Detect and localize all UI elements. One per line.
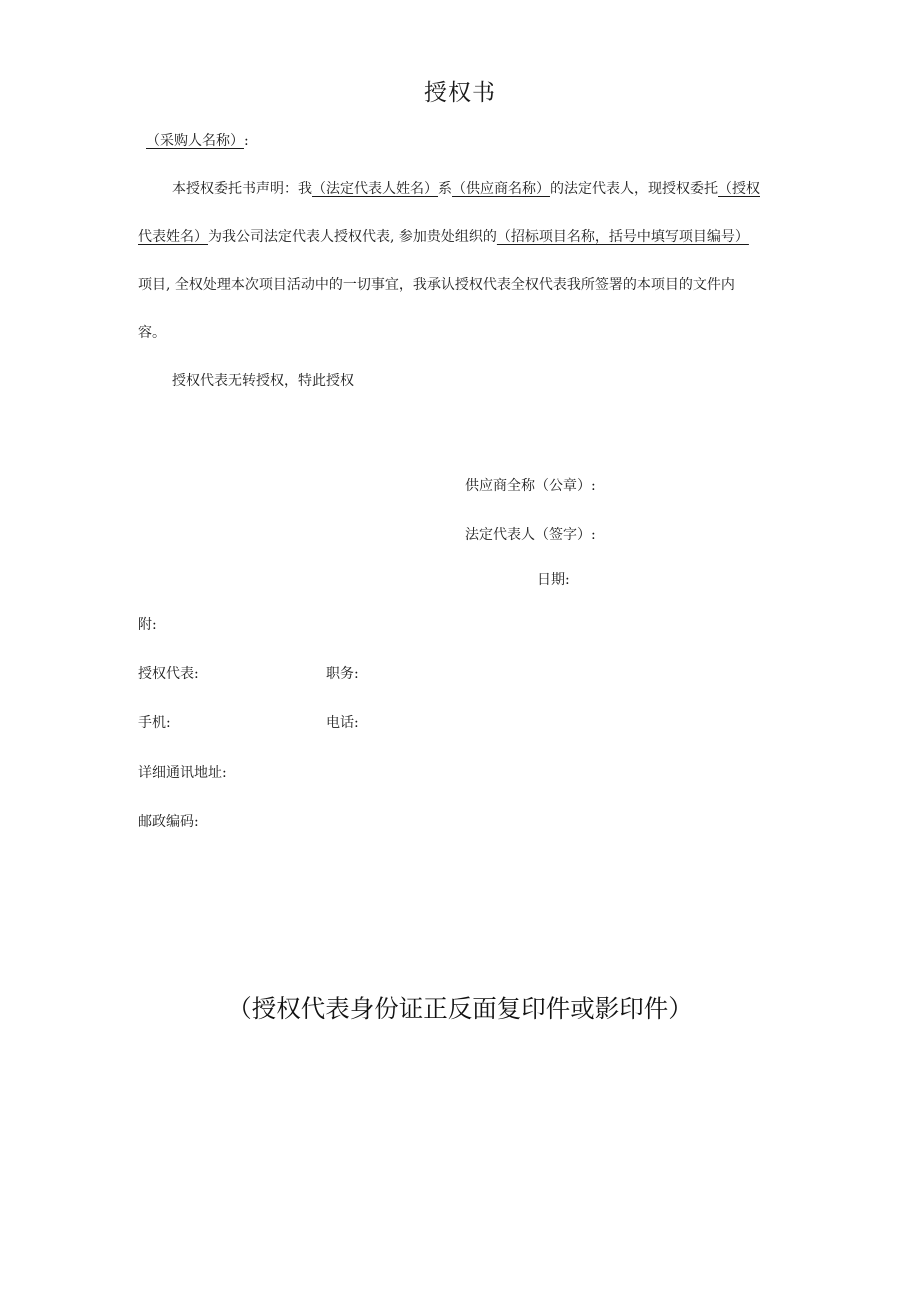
position-label: 职务: — [326, 666, 359, 682]
authorized-rep-placeholder-end: 代表姓名） — [138, 229, 208, 245]
p1-l1-text2: 系 — [438, 181, 452, 197]
postcode-label: 邮政编码: — [138, 814, 199, 830]
id-copy-note: （授权代表身份证正反面复印件或影印件） — [227, 994, 693, 1023]
paragraph1-line2 — [138, 227, 749, 247]
addressee-name: （采购人名称） — [146, 133, 244, 149]
paragraph1-line4: 容。 — [138, 325, 166, 341]
paragraph1-line3: 项目, 全权处理本次项目活动中的一切事宜，我承认授权代表全权代表我所签署的本项目的文件内 — [138, 277, 735, 293]
attachment-label: 附: — [138, 617, 157, 633]
addressee-suffix: : — [244, 133, 249, 149]
supplier-name-placeholder: （供应商名称） — [452, 181, 550, 197]
p1-l1-text1: 本授权委托书声明：我 — [172, 181, 312, 197]
p1-l1-text3: 的法定代表人，现授权委托 — [550, 181, 718, 197]
paragraph1-line1 — [172, 179, 760, 199]
addressee-line — [146, 131, 249, 151]
authorized-rep-placeholder-start: （授权 — [718, 181, 760, 197]
date-label: 日期: — [537, 572, 570, 588]
phone-label: 电话: — [326, 715, 359, 731]
legal-rep-name-placeholder: （法定代表人姓名） — [312, 181, 438, 197]
paragraph2: 授权代表无转授权，特此授权 — [172, 373, 354, 389]
project-name-placeholder: （招标项目名称，括号中填写项目编号） — [496, 229, 749, 245]
document-title: 授权书 — [424, 80, 496, 106]
supplier-seal-label: 供应商全称（公章）: — [465, 478, 596, 494]
rep-label: 授权代表: — [138, 666, 199, 682]
legal-rep-signature-label: 法定代表人（签字）: — [465, 527, 596, 543]
mobile-label: 手机: — [138, 715, 171, 731]
address-label: 详细通讯地址: — [138, 765, 227, 781]
p1-l2-text1: 为我公司法定代表人授权代表, 参加贵处组织的 — [208, 229, 497, 245]
